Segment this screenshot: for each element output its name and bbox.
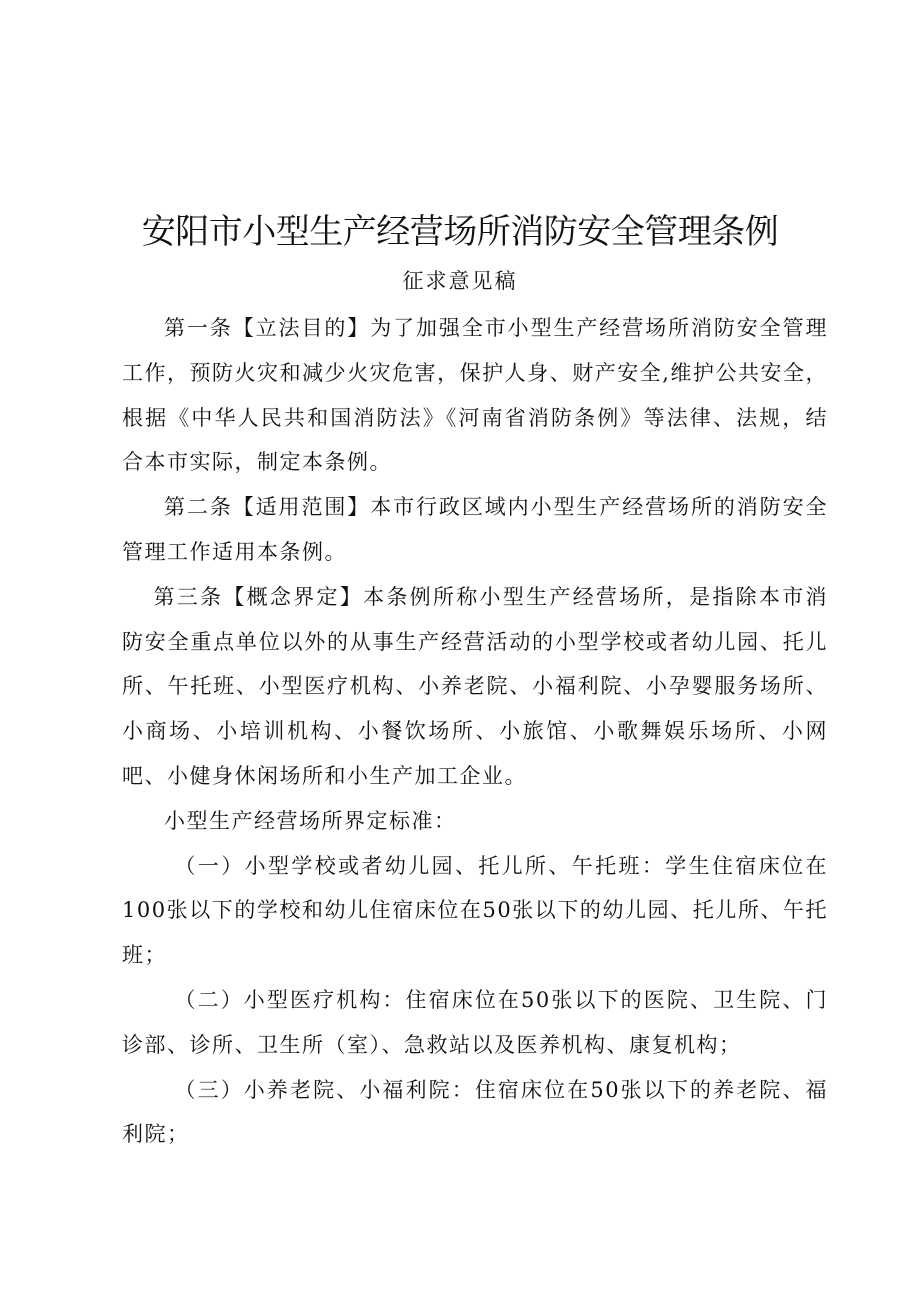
criteria-item-1: （一）小型学校或者幼儿园、托儿所、午托班：学生住宿床位在100张以下的学校和幼儿住宿床位在50张以下的幼儿园、托儿所、午托班； bbox=[122, 853, 828, 968]
criteria-heading: 小型生产经营场所界定标准： bbox=[164, 808, 457, 833]
criteria-item-2: （二）小型医疗机构：住宿床位在50张以下的医院、卫生院、门诊部、诊所、卫生所（室）、急救站以及医养机构、康复机构； bbox=[122, 987, 828, 1057]
article-2-paragraph: 第二条【适用范围】本市行政区域内小型生产经营场所的消防安全管理工作适用本条例。 bbox=[122, 495, 828, 564]
criteria-item-3: （三）小养老院、小福利院：住宿床位在50张以下的养老院、福利院； bbox=[122, 1077, 828, 1147]
document-body bbox=[122, 306, 828, 1157]
article-1-paragraph: 第一条【立法目的】为了加强全市小型生产经营场所消防安全管理工作，预防火灾和减少火灾危害，保护人身、财产安全,维护公共安全，根据《中华人民共和国消防法》《河南省消防条例》等法律、法规，结合本市实际，制定本条例。 bbox=[122, 316, 828, 475]
document-subtitle: 征求意见稿 bbox=[402, 269, 518, 293]
article-3-paragraph: 第三条【概念界定】本条例所称小型生产经营场所，是指除本市消防安全重点单位以外的从事生产经营活动的小型学校或者幼儿园、托儿所、午托班、小型医疗机构、小养老院、小福利院、小孕婴服务场所、小商场、小培训机构、小餐饮场所、小旅馆、小歌舞娱乐场所、小网吧、小健身休闲场所和小生产加工企业。 bbox=[122, 584, 828, 788]
document-title: 安阳市小型生产经营场所消防安全管理条例 bbox=[141, 212, 779, 252]
